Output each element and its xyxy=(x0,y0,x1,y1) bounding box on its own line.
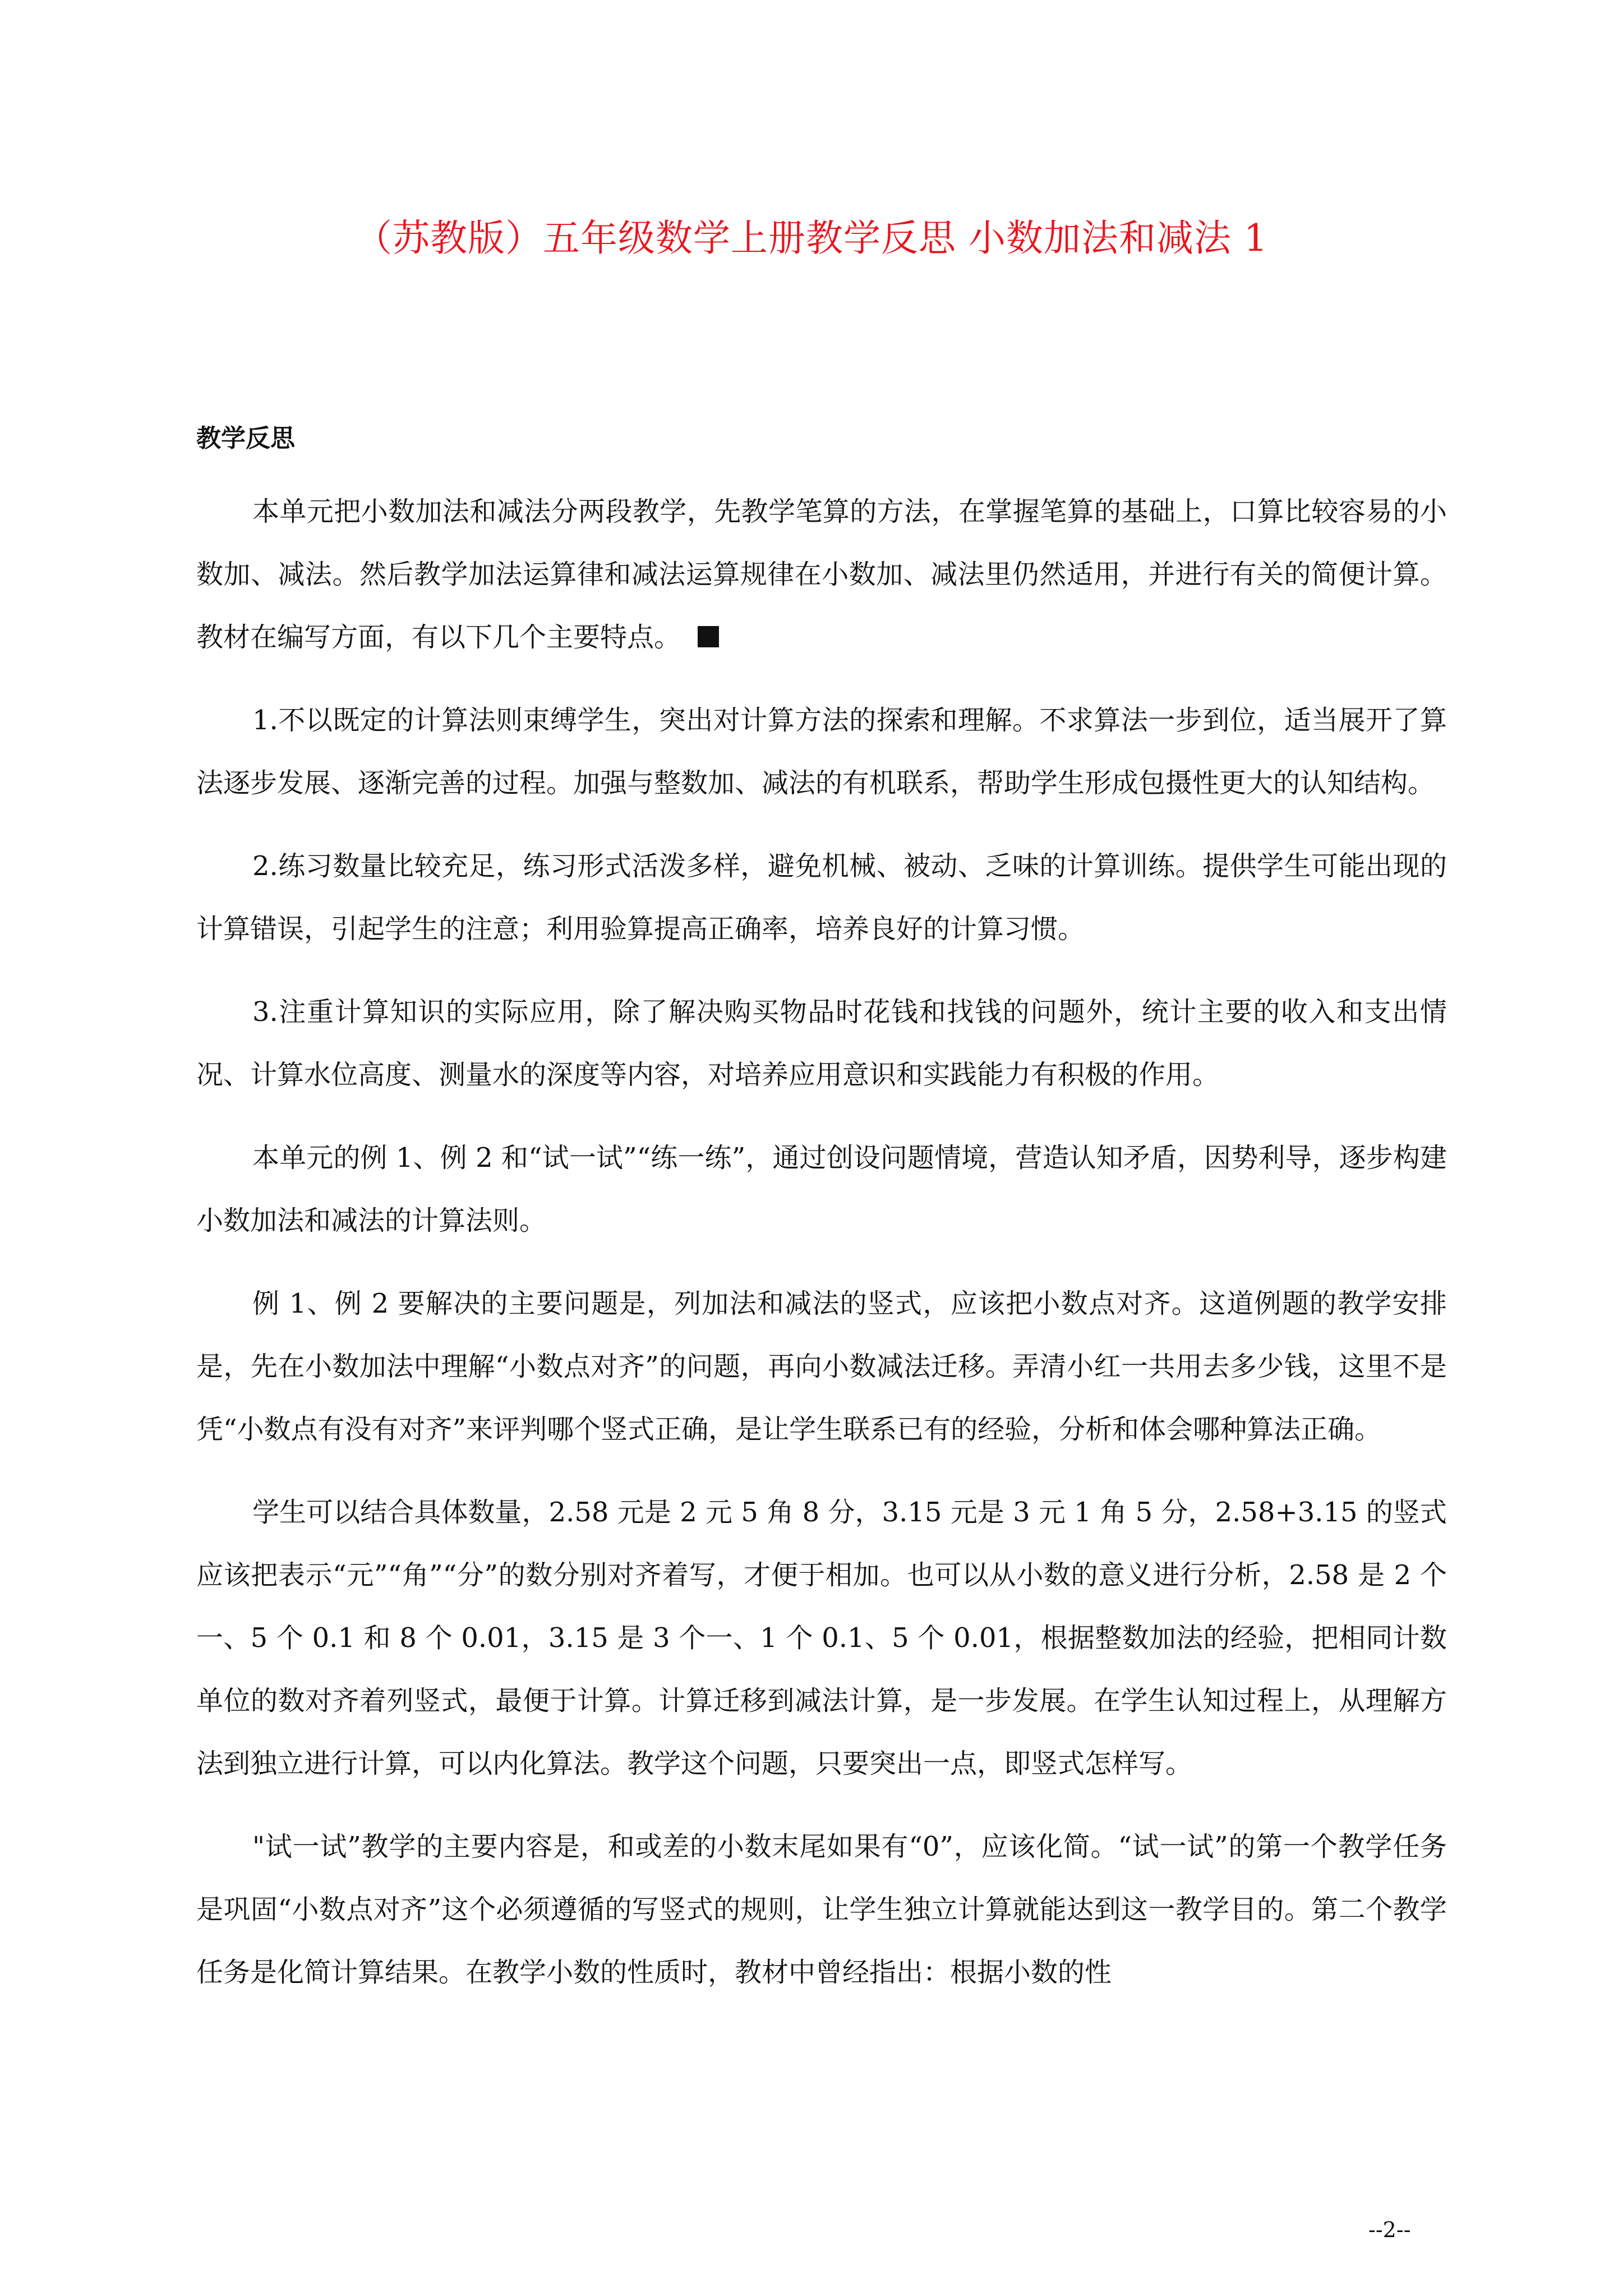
paragraph-feature-2: 2.练习数量比较充足，练习形式活泼多样，避免机械、被动、乏味的计算训练。提供学生可能出现的计算错误，引起学生的注意；利用验算提高正确率，培养良好的计算习惯。 xyxy=(196,850,1447,945)
section-heading: 教学反思 xyxy=(196,424,295,453)
paragraph-feature-3: 3.注重计算知识的实际应用，除了解决购买物品时花钱和找钱的问题外，统计主要的收入和支出情况、计算水位高度、测量水的深度等内容，对培养应用意识和实践能力有积极的作用。 xyxy=(196,996,1447,1091)
body-text xyxy=(196,480,1447,2024)
paragraph-intro-text: 本单元把小数加法和减法分两段教学，先教学笔算的方法，在掌握笔算的基础上，口算比较容易的小数加、减法。然后教学加法运算律和减法运算规律在小数加、减法里仍然适用，并进行有关的简便计算。教材在编写方面，有以下几个主要特点。 xyxy=(196,496,1447,653)
document-title: （苏教版）五年级数学上册教学反思 小数加法和减法 1 xyxy=(355,217,1268,260)
black-square-icon xyxy=(698,626,719,647)
paragraph-intro xyxy=(196,480,1447,669)
page-number: --2-- xyxy=(1368,2217,1411,2242)
paragraph-feature-1: 1.不以既定的计算法则束缚学生，突出对计算方法的探索和理解。不求算法一步到位，适当展开了算法逐步发展、逐渐完善的过程。加强与整数加、减法的有机联系，帮助学生形成包摄性更大的认知结构。 xyxy=(196,705,1447,799)
paragraph-examples: 本单元的例 1、例 2 和“试一试”“练一练”，通过创设问题情境，营造认知矛盾，因势利导，逐步构建小数加法和减法的计算法则。 xyxy=(196,1142,1447,1236)
paragraph-students: 学生可以结合具体数量，2.58 元是 2 元 5 角 8 分，3.15 元是 3 元 1 角 5 分，2.58+3.15 的竖式应该把表示“元”“角”“分”的数分别对齐着写，才便于相加。也可以从小数的意义进行分析，2.58 是 2 个一、5 个 0.1 和 8 个 0.01，3.15 是 3 个一、1 个 0.1、5 个 0.01，根据整数加法的经验，把相同计数单位的数对齐着列竖式，最便于计算。计算迁移到减法计算，是一步发展。在学生认知过程上，从理解方法到独立进行计算，可以内化算法。教学这个问题，只要突出一点，即竖式怎样写。 xyxy=(196,1497,1447,1779)
paragraph-try-it: "试一试”教学的主要内容是，和或差的小数末尾如果有“0”，应该化简。“试一试”的第一个教学任务是巩固“小数点对齐”这个必须遵循的写竖式的规则，让学生独立计算就能达到这一教学目的。第二个教学任务是化简计算结果。在教学小数的性质时，教材中曾经指出：根据小数的性 xyxy=(196,1831,1447,1988)
paragraph-example-1-2: 例 1、例 2 要解决的主要问题是，列加法和减法的竖式，应该把小数点对齐。这道例题的教学安排是，先在小数加法中理解“小数点对齐”的问题，再向小数减法迁移。弄清小红一共用去多少钱，这里不是凭“小数点有没有对齐”来评判哪个竖式正确，是让学生联系已有的经验，分析和体会哪种算法正确。 xyxy=(196,1288,1447,1445)
